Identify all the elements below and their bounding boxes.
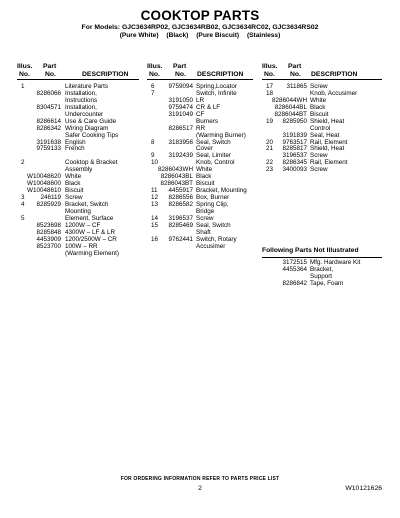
part-description: Shaft: [196, 228, 211, 236]
part-number: 8523698: [36, 221, 61, 229]
illus-number: 7: [151, 89, 155, 97]
hdr-description: DESCRIPTION: [82, 71, 129, 78]
hdr-illus-bottom: No.: [264, 71, 275, 78]
page-number: 2: [198, 485, 202, 492]
not-illustrated-heading: Following Parts Not Illustrated: [262, 247, 359, 254]
part-row: [262, 281, 382, 288]
hdr-description: DESCRIPTION: [311, 71, 358, 78]
part-number: 4455364: [282, 265, 307, 273]
part-description: Bracket, Mounting: [196, 187, 247, 195]
not-illustrated-list: [262, 260, 382, 288]
illus-number: 17: [266, 83, 274, 90]
part-number: 8286044WH: [271, 96, 307, 104]
part-description: Screw: [310, 166, 328, 174]
variant-pure-biscuit: (Pure Biscuit): [196, 32, 240, 39]
hdr-illus-top: Illus.: [147, 63, 163, 70]
illus-number: 20: [266, 138, 274, 146]
part-number: 3400093: [282, 166, 307, 174]
part-description: Biscuit: [196, 180, 215, 188]
part-number: 3191638: [36, 138, 61, 146]
part-description: Bracket,: [310, 265, 334, 273]
part-description: Spring,Locator: [196, 83, 237, 90]
illus-number: 18: [266, 89, 274, 97]
part-number: 8286043BL: [160, 173, 193, 181]
illus-number: 3: [21, 194, 25, 201]
models-line: For Models: GJC3634RP02, GJC3634RB02, GJC3634RC02, GJC3634RS02: [81, 24, 319, 31]
part-description: Screw: [310, 83, 328, 90]
hdr-illus-top: Illus.: [17, 63, 33, 70]
illus-number: 23: [266, 166, 274, 174]
part-description: Seal, Limiter: [196, 152, 231, 160]
part-description: 4300W – LF & LR: [65, 228, 116, 236]
illus-number: 8: [151, 138, 155, 146]
part-number: 8285817: [282, 145, 307, 153]
part-description: Assembly: [65, 166, 93, 174]
part-description: Black: [65, 180, 81, 188]
part-description: Literature Parts: [65, 83, 109, 90]
part-number: 3191839: [282, 131, 307, 139]
illus-number: 10: [151, 159, 159, 167]
part-number: 8286345: [282, 159, 307, 167]
part-description: Wiring Diagram: [65, 124, 109, 132]
part-description: Switch, Rotary: [196, 235, 237, 243]
part-number: 8304571: [36, 103, 61, 111]
variant-stainless: (Stainless): [246, 32, 281, 39]
part-number: W10048610: [27, 187, 61, 195]
part-description: Safer Cooking Tips: [65, 131, 119, 139]
part-description: Installation,: [65, 89, 97, 97]
part-row: [17, 251, 139, 258]
hdr-part-bottom: No.: [175, 71, 186, 78]
part-description: Use & Care Guide: [65, 117, 117, 125]
part-number: 8523700: [36, 242, 61, 250]
hdr-illus-bottom: No.: [19, 71, 30, 78]
part-description: CR & LF: [196, 103, 221, 111]
illus-number: 12: [151, 194, 159, 201]
part-description: Rail, Element: [310, 159, 348, 167]
part-number: W10048620: [27, 173, 61, 181]
part-description: 1200W – CF: [65, 221, 101, 229]
hdr-part-bottom: No.: [290, 71, 301, 78]
part-description: Installation,: [65, 103, 97, 111]
hdr-description: DESCRIPTION: [197, 71, 244, 78]
part-number: 8286044BT: [274, 110, 307, 118]
hdr-illus-top: Illus.: [262, 63, 278, 70]
part-description: Screw: [65, 194, 83, 201]
part-description: CF: [196, 110, 205, 118]
header-rule-col1: [17, 79, 139, 80]
part-description: RR: [196, 124, 206, 132]
illus-number: 5: [21, 214, 25, 222]
part-description: Box, Burner: [196, 194, 230, 201]
part-description: Knob, Accusimer: [310, 89, 358, 97]
part-number: 8285950: [282, 117, 307, 125]
parts-column-2: [147, 84, 253, 251]
part-description: Black: [310, 103, 326, 111]
part-description: Seal, Switch: [196, 221, 231, 229]
part-number: 3191050: [168, 96, 193, 104]
illus-number: 15: [151, 221, 159, 229]
illus-number: 2: [21, 159, 25, 167]
part-number: 9762441: [168, 235, 193, 243]
header-rule-col3: [262, 79, 382, 80]
part-number: 8286342: [36, 124, 61, 132]
part-description: White: [310, 96, 327, 104]
illus-number: 21: [266, 145, 274, 153]
part-number: 8286044BL: [274, 103, 307, 111]
part-number: 3172515: [282, 259, 307, 266]
illus-number: 14: [151, 214, 159, 222]
illus-number: 9: [151, 152, 155, 160]
part-number: 311865: [286, 83, 307, 90]
part-number: 8286517: [168, 124, 193, 132]
part-description: Seal, Heat: [310, 131, 340, 139]
part-description: Shield, Heat: [310, 117, 345, 125]
hdr-part-top: Part: [288, 63, 302, 70]
part-number: 4453909: [36, 235, 61, 243]
part-number: W10048600: [27, 180, 61, 188]
part-number: 3191049: [168, 110, 193, 118]
document-number: W10121626: [345, 485, 382, 492]
part-description: Shield, Heat: [310, 145, 345, 153]
part-number: 8285848: [36, 228, 61, 236]
illus-number: 13: [151, 200, 159, 208]
part-description: English: [65, 138, 86, 146]
illus-number: 22: [266, 159, 274, 167]
part-number: 8286066: [36, 89, 61, 97]
part-description: Screw: [310, 152, 328, 160]
part-description: Cooktop & Bracket: [65, 159, 118, 167]
part-description: French: [65, 145, 85, 153]
illus-number: 6: [151, 83, 155, 90]
part-number: 4455917: [168, 187, 193, 195]
part-description: Tape, Foam: [310, 279, 344, 287]
part-number: 3196537: [282, 152, 307, 160]
part-row: [262, 167, 382, 174]
part-number: 8285929: [36, 200, 61, 208]
part-description: (Warming Element): [65, 249, 119, 257]
part-row: [17, 146, 139, 153]
illus-number: 1: [21, 83, 25, 90]
part-number: 9763517: [282, 138, 307, 146]
illus-number: 16: [151, 235, 159, 243]
part-number: 8286582: [168, 200, 193, 208]
part-description: Support: [310, 272, 333, 280]
part-description: White: [65, 173, 82, 181]
part-number: 8286842: [282, 279, 307, 287]
part-description: LR: [196, 96, 205, 104]
part-number: 9759133: [36, 145, 61, 153]
part-number: 246119: [40, 194, 61, 201]
variant-pure-white: (Pure White): [119, 32, 159, 39]
part-description: Instructions: [65, 96, 98, 104]
part-description: Cover: [196, 145, 213, 153]
part-description: Black: [196, 173, 212, 181]
part-description: Mfg. Hardware Kit: [310, 259, 361, 266]
part-number: 3196537: [168, 214, 193, 222]
not-illustrated-rule: [262, 257, 382, 258]
part-description: Accusimer: [196, 242, 226, 250]
illus-number: 11: [151, 187, 158, 195]
variant-black: (Black): [166, 32, 189, 39]
part-description: Rail, Element: [310, 138, 348, 146]
part-description: (Warming Burner): [196, 131, 246, 139]
hdr-part-bottom: No.: [45, 71, 56, 78]
color-variants: [0, 32, 400, 39]
part-description: Undercounter: [65, 110, 104, 118]
part-description: Seal, Switch: [196, 138, 231, 146]
part-description: Bracket, Switch: [65, 200, 109, 208]
parts-column-3: [262, 84, 382, 174]
part-description: 100W – RR: [65, 242, 98, 250]
part-number: 8286043WH: [157, 166, 193, 174]
part-number: 3183956: [168, 138, 193, 146]
header-rule-col2: [147, 79, 253, 80]
part-description: Control: [310, 124, 331, 132]
part-number: 9759474: [168, 103, 193, 111]
hdr-part-top: Part: [43, 63, 57, 70]
part-description: Element, Surface: [65, 214, 114, 222]
part-number: 9759094: [168, 83, 193, 90]
hdr-part-top: Part: [173, 63, 187, 70]
part-description: 1200/2500W – CR: [65, 235, 117, 243]
part-number: 8286614: [36, 117, 61, 125]
part-number: 8285469: [168, 221, 193, 229]
part-description: Burners: [196, 117, 219, 125]
part-description: Switch, Infinite: [196, 89, 237, 97]
part-description: Knob, Control: [196, 159, 235, 167]
part-row: [147, 244, 253, 251]
hdr-illus-bottom: No.: [149, 71, 160, 78]
part-description: Screw: [196, 214, 214, 222]
part-number: 8286043BT: [160, 180, 193, 188]
illus-number: 4: [21, 200, 25, 208]
ordering-footer: FOR ORDERING INFORMATION REFER TO PARTS PRICE LIST: [120, 476, 280, 482]
illus-number: 19: [266, 117, 274, 125]
part-description: Bridge: [196, 207, 215, 215]
part-description: Spring Clip,: [196, 200, 229, 208]
part-description: Mounting: [65, 207, 91, 215]
part-number: 3192439: [168, 152, 193, 160]
page-title: COOKTOP PARTS: [140, 8, 260, 23]
part-description: Biscuit: [65, 187, 84, 195]
parts-column-1: [17, 84, 139, 257]
part-number: 8286556: [168, 194, 193, 201]
part-description: White: [196, 166, 213, 174]
part-description: Biscuit: [310, 110, 329, 118]
